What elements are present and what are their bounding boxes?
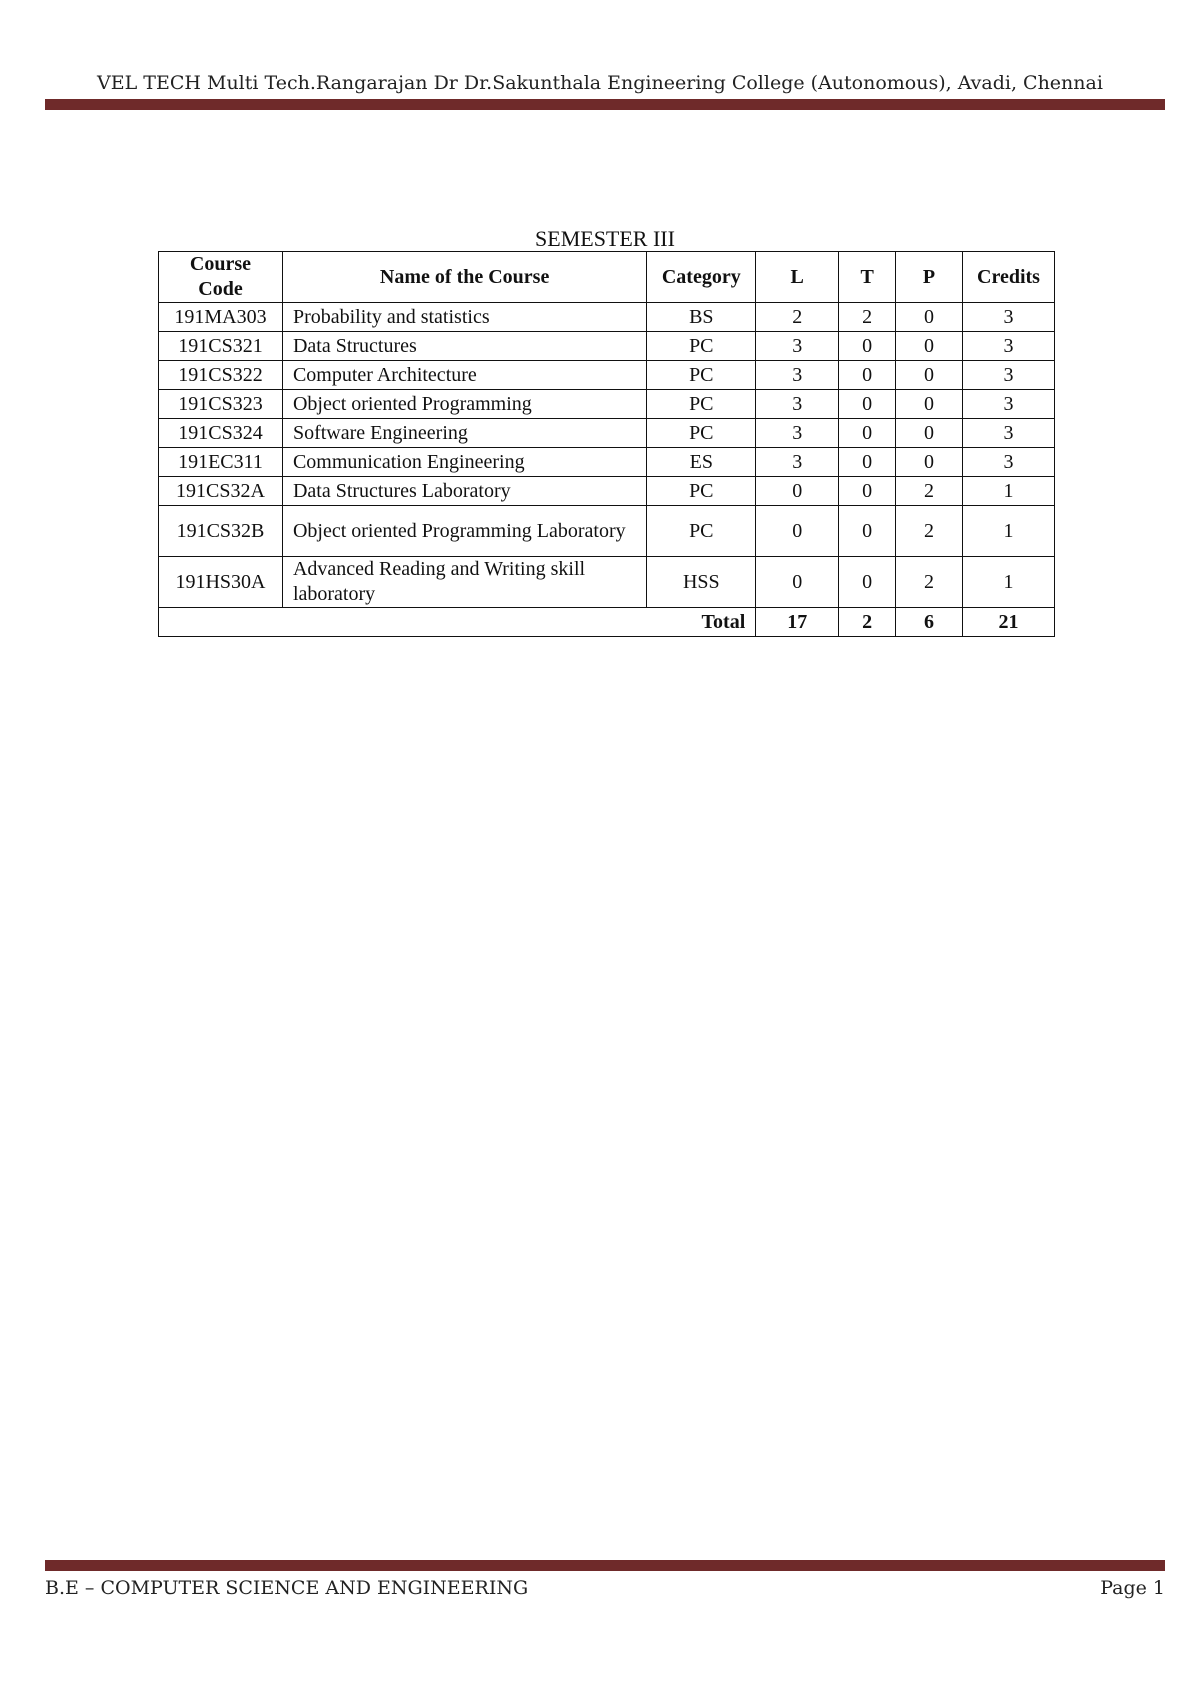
lecture-hours: 0: [756, 477, 839, 506]
course-category: ES: [647, 448, 756, 477]
course-name: Object oriented Programming Laboratory: [282, 506, 646, 557]
course-code: 191EC311: [159, 448, 283, 477]
course-category: PC: [647, 361, 756, 390]
column-header-t: T: [839, 252, 896, 303]
practical-hours: 0: [896, 448, 963, 477]
column-header-category: Category: [647, 252, 756, 303]
practical-hours: 2: [896, 477, 963, 506]
practical-hours: 0: [896, 361, 963, 390]
lecture-hours: 3: [756, 448, 839, 477]
course-name: Advanced Reading and Writing skill laboratory: [282, 557, 646, 608]
table-header-row: [159, 252, 1055, 303]
total-tutorial-hours: 2: [839, 608, 896, 637]
table-total-row: [159, 608, 1055, 637]
column-header-course-name: Name of the Course: [282, 252, 646, 303]
course-name: Software Engineering: [282, 419, 646, 448]
course-credits: 3: [962, 361, 1054, 390]
lecture-hours: 2: [756, 303, 839, 332]
tutorial-hours: 0: [839, 448, 896, 477]
column-header-p: P: [896, 252, 963, 303]
course-name: Communication Engineering: [282, 448, 646, 477]
column-header-credits: Credits: [962, 252, 1054, 303]
lecture-hours: 3: [756, 332, 839, 361]
tutorial-hours: 0: [839, 557, 896, 608]
course-name: Data Structures: [282, 332, 646, 361]
practical-hours: 0: [896, 390, 963, 419]
table-row: [159, 477, 1055, 506]
tutorial-hours: 0: [839, 390, 896, 419]
column-header-l: L: [756, 252, 839, 303]
course-code: 191CS321: [159, 332, 283, 361]
practical-hours: 2: [896, 557, 963, 608]
course-table: [158, 251, 1055, 637]
table-row: [159, 390, 1055, 419]
course-code: 191HS30A: [159, 557, 283, 608]
tutorial-hours: 0: [839, 506, 896, 557]
tutorial-hours: 2: [839, 303, 896, 332]
table-row: [159, 361, 1055, 390]
course-credits: 3: [962, 332, 1054, 361]
tutorial-hours: 0: [839, 419, 896, 448]
table-row: [159, 332, 1055, 361]
course-code: 191CS324: [159, 419, 283, 448]
page-number: Page 1: [1100, 1577, 1165, 1599]
footer-program: B.E – COMPUTER SCIENCE AND ENGINEERING: [45, 1577, 529, 1599]
course-credits: 3: [962, 303, 1054, 332]
column-header-course-code: Course Code: [159, 252, 283, 303]
course-code: 191CS32A: [159, 477, 283, 506]
table-row: [159, 419, 1055, 448]
course-credits: 3: [962, 390, 1054, 419]
header-rule: [45, 99, 1165, 110]
total-label: Total: [159, 608, 756, 637]
course-credits: 1: [962, 506, 1054, 557]
course-category: PC: [647, 477, 756, 506]
course-category: PC: [647, 390, 756, 419]
course-category: BS: [647, 303, 756, 332]
course-category: PC: [647, 419, 756, 448]
course-code: 191CS32B: [159, 506, 283, 557]
lecture-hours: 0: [756, 506, 839, 557]
course-credits: 3: [962, 448, 1054, 477]
course-credits: 1: [962, 477, 1054, 506]
lecture-hours: 3: [756, 390, 839, 419]
practical-hours: 0: [896, 303, 963, 332]
total-credits: 21: [962, 608, 1054, 637]
practical-hours: 0: [896, 419, 963, 448]
table-row: [159, 303, 1055, 332]
course-name: Object oriented Programming: [282, 390, 646, 419]
total-practical-hours: 6: [896, 608, 963, 637]
course-name: Probability and statistics: [282, 303, 646, 332]
course-code: 191CS322: [159, 361, 283, 390]
page-header-institution: VEL TECH Multi Tech.Rangarajan Dr Dr.Sakunthala Engineering College (Autonomous), Avadi, Chennai: [97, 72, 1103, 94]
course-code: 191CS323: [159, 390, 283, 419]
table-row: [159, 448, 1055, 477]
course-code: 191MA303: [159, 303, 283, 332]
course-name: Data Structures Laboratory: [282, 477, 646, 506]
course-credits: 1: [962, 557, 1054, 608]
lecture-hours: 3: [756, 361, 839, 390]
course-category: HSS: [647, 557, 756, 608]
footer-rule: [45, 1560, 1165, 1571]
tutorial-hours: 0: [839, 332, 896, 361]
course-category: PC: [647, 506, 756, 557]
lecture-hours: 3: [756, 419, 839, 448]
semester-title: SEMESTER III: [535, 226, 675, 251]
total-lecture-hours: 17: [756, 608, 839, 637]
course-name: Computer Architecture: [282, 361, 646, 390]
tutorial-hours: 0: [839, 361, 896, 390]
practical-hours: 0: [896, 332, 963, 361]
course-credits: 3: [962, 419, 1054, 448]
table-row: [159, 506, 1055, 557]
table-row: [159, 557, 1055, 608]
practical-hours: 2: [896, 506, 963, 557]
tutorial-hours: 0: [839, 477, 896, 506]
lecture-hours: 0: [756, 557, 839, 608]
course-category: PC: [647, 332, 756, 361]
